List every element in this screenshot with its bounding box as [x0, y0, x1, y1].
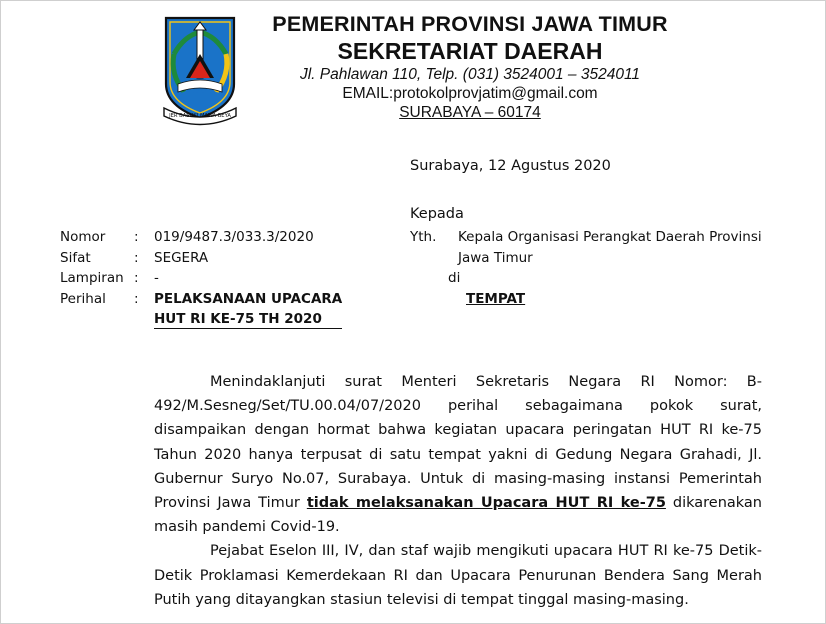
p1-text-end: dikarenakan masih pandemi Covid-19.: [154, 495, 762, 536]
p1-emphasis: tidak melaksanakan Upacara HUT RI ke-75: [306, 495, 666, 512]
yth-label: Yth.: [410, 229, 437, 245]
letterhead-office: SEKRETARIAT DAERAH: [337, 38, 603, 64]
p1-text-start: Menindaklanjuti surat Menteri Sekretaris Negara RI Nomor: B-492/M.Sesneg/Set/TU.00.04/07/2020 perihal sebagaimana pokok surat, disampaikan dengan hormat bahwa kegiatan upacara peringatan HUT RI ke-75 Tahun 2020 hanya terpusat di satu tempat yakni di Gedung Negara Grahadi, Jl. Gubernur Suryo No.07, Surabaya. Untuk di masing-masing instansi Pemerintah Provinsi Jawa Timur: [154, 374, 762, 512]
perihal-label: Perihal: [60, 290, 106, 307]
colon: :: [134, 290, 139, 307]
body-paragraph-1: [154, 370, 762, 539]
body-paragraph-2: Pejabat Eselon III, IV, dan staf wajib mengikuti upacara HUT RI ke-75 Detik-Detik Proklamasi Kemerdekaan RI dan Upacara Penurunan Bendera Sang Merah Putih yang ditayangkan stasiun televisi di tempat tinggal masing-masing.: [154, 543, 762, 608]
nomor-label: Nomor: [60, 229, 106, 245]
letterhead-city: SURABAYA – 60174: [399, 104, 541, 121]
colon: :: [134, 229, 139, 245]
svg-text:JER BASUKI MAWA BEYA: JER BASUKI MAWA BEYA: [169, 113, 231, 119]
jawa-timur-emblem-logo: [160, 14, 240, 126]
di-label: di: [448, 270, 461, 286]
tempat-label: TEMPAT: [466, 290, 526, 307]
letter-date: Surabaya, 12 Agustus 2020: [410, 158, 611, 174]
perihal-value-line1: PELAKSANAAN UPACARA: [154, 290, 343, 307]
letterhead-email: EMAIL:protokolprovjatim@gmail.com: [342, 85, 598, 102]
colon: :: [134, 270, 139, 286]
recipient-line1: Kepala Organisasi Perangkat Daerah Provinsi: [458, 229, 762, 245]
sifat-value: SEGERA: [154, 249, 209, 266]
lampiran-label: Lampiran: [60, 270, 124, 286]
colon: :: [134, 249, 139, 266]
letterhead: [250, 10, 690, 122]
perihal-underline: [154, 328, 342, 329]
nomor-value: 019/9487.3/033.3/2020: [154, 229, 314, 245]
recipient-line2: Jawa Timur: [458, 249, 533, 266]
letter-body: [154, 370, 762, 612]
lampiran-value: -: [154, 270, 159, 286]
letterhead-address: Jl. Pahlawan 110, Telp. (031) 3524001 – 3524011: [299, 66, 641, 83]
kepada-label: Kepada: [410, 206, 464, 222]
letterhead-government: PEMERINTAH PROVINSI JAWA TIMUR: [272, 12, 668, 36]
perihal-value-line2: HUT RI KE-75 TH 2020: [154, 311, 322, 327]
sifat-label: Sifat: [60, 249, 91, 266]
